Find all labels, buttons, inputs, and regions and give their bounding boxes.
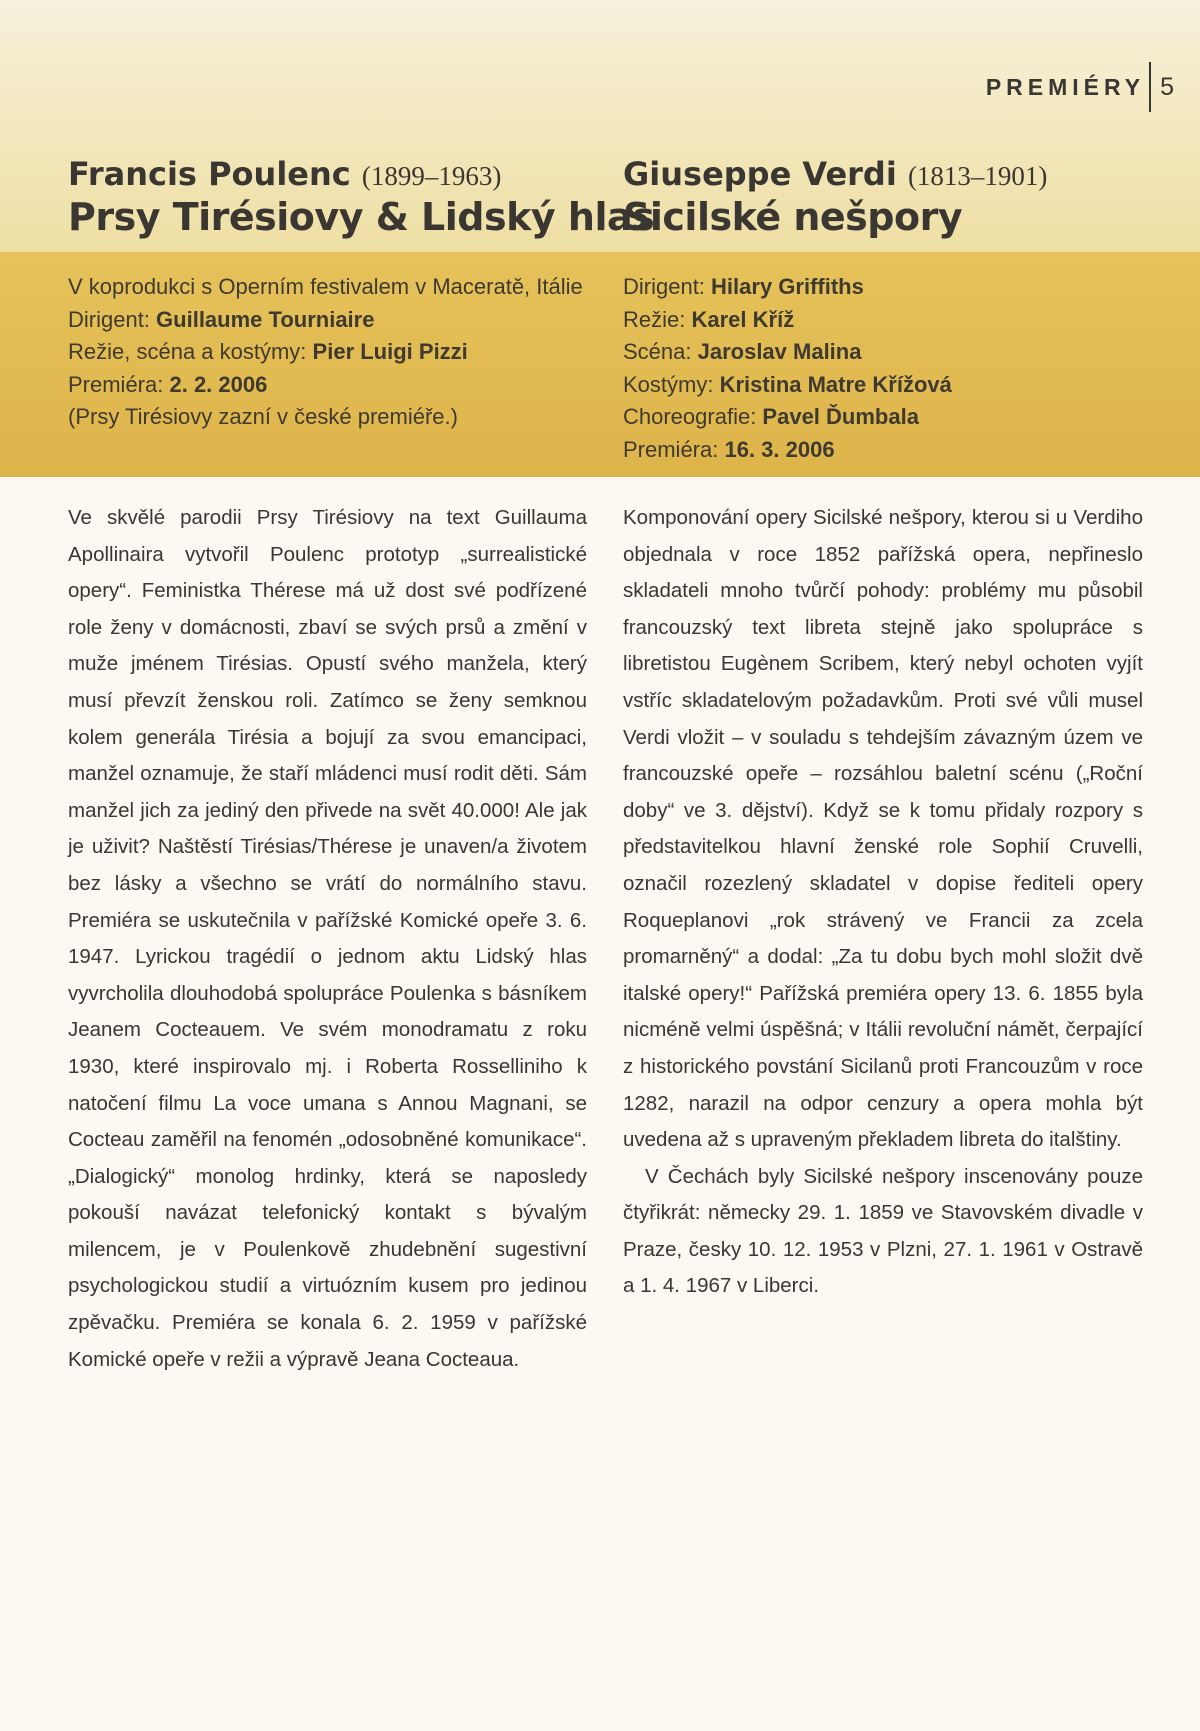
left-credits — [68, 271, 583, 434]
right-column — [623, 0, 1146, 1731]
paragraph: V Čechách byly Sicilské nešpory inscenovány pouze čtyřikrát: německy 29. 1. 1859 ve Stavovském divadle v Praze, česky 10. 12. 1953 v Plzni, 27. 1. 1961 v Ostravě a 1. 4. 1967 v Liberci. — [623, 1164, 1143, 1298]
left-opera-title: Prsy Tirésiovy & Lidský hlas — [68, 195, 655, 239]
right-opera-title: Sicilské nešpory — [623, 195, 963, 239]
paragraph: Komponování opery Sicilské nešpory, kterou si u Verdiho objednala v roce 1852 pařížská opera, nepřineslo skladateli mnoho tvůrčí pohody: problémy mu působil francouzský text libreta stejně jako spolupráce s libretistou Eugènem Scribem, který nebyl ochoten vyjít vstříc skladatelovým požadavkům. Proti své vůli musel Verdi vložit – v souladu s tehdejším závazným územ ve francouzské opeře – rozsáhlou baletní scénu („Roční doby“ ve 3. dějství). Když se k tomu přidaly rozpory s představitelkou hlavní ženské role Sophií Cruvelli, označil rozezlený skladatel v dopise řediteli opery Roqueplanovi „rok strávený ve Francii za zcela promarněný“ a dodal: „Za tu dobu bych mohl složit dvě italské opery!“ Pařížská premiéra opery 13. 6. 1855 byla nicméně velmi úspěšná; v Itálii revoluční námět, čerpající z historického povstání Sicilanů proti Francouzům v roce 1282, narazil na odpor cenzury a opera mohla být uvedena až s upraveným překladem libreta do italštiny. — [623, 506, 1143, 1152]
right-credits — [623, 271, 952, 466]
credit-line: Scéna: Jaroslav Malina — [623, 339, 862, 364]
credit-line: Kostýmy: Kristina Matre Křížová — [623, 371, 952, 397]
left-composer-name: Francis Poulenc — [68, 155, 351, 193]
credit-line: Choreografie: Pavel Ďumbala — [623, 404, 919, 429]
credit-line: Režie, scéna a kostýmy: Pier Luigi Pizzi — [68, 339, 468, 364]
section-name: PREMIÉRY — [985, 73, 1146, 100]
credit-line: Premiéra: 16. 3. 2006 — [623, 436, 835, 462]
right-composer-years: (1813–1901) — [907, 161, 1048, 191]
page-number: 5 — [1160, 72, 1174, 101]
credit-line: (Prsy Tirésiovy zazní v české premiéře.) — [68, 404, 458, 429]
credit-line: Dirigent: Hilary Griffiths — [623, 274, 864, 299]
credit-line: Premiéra: 2. 2. 2006 — [68, 371, 268, 397]
header-divider — [1149, 62, 1151, 112]
credit-line: Dirigent: Guillaume Tourniaire — [68, 306, 375, 332]
credit-line: Režie: Karel Kříž — [623, 306, 795, 332]
right-composer-name: Giuseppe Verdi — [623, 155, 897, 193]
paragraph: Ve skvělé parodii Prsy Tirésiovy na text Guillauma Apollinaira vytvořil Poulenc prototyp „surrealistické opery“. Feministka Thérese má už dost své podřízené role ženy v domácnosti, zbaví se svých prsů a změní v muže jménem Tirésias. Opustí svého manžela, který musí převzít ženskou roli. Zatímco se ženy semknou kolem generála Tirésia a bojují za svou emancipaci, manžel oznamuje, že staří mládenci musí rodit děti. Sám manžel jich za jediný den přivede na svět 40.000! Ale jak je uživit? Naštěstí Tirésias/Thérese je unaven/a životem bez lásky a všechno se vrátí do normálního stavu. Premiéra se uskutečnila v pařížské Komické opeře 3. 6. 1947. Lyrickou tragédií o jednom aktu Lidský hlas vyvrcholila dlouhodobá spolupráce Poulenka s básníkem Jeanem Cocteauem. Ve svém monodramatu z roku 1930, které inspirovalo mj. i Roberta Rosselliniho k natočení filmu La voce umana s Annou Magnani, se Cocteau zaměřil na fenomén „odosobněné komunikace“. „Dialogický“ monolog hrdinky, která se naposledy pokouší navázat telefonický kontakt s bývalým milencem, je v Poulenkově zhudebnění sugestivní psychologickou studií a virtuózním kusem pro jedinou zpěvačku. Premiéra se konala 6. 2. 1959 v pařížské Komické opeře v režii a výpravě Jeana Cocteaua. — [68, 506, 587, 1371]
left-composer-heading — [68, 155, 501, 193]
left-composer-years: (1899–1963) — [361, 161, 502, 191]
right-body-text — [623, 500, 1143, 1305]
right-composer-heading — [623, 155, 1047, 193]
left-body-text — [68, 500, 587, 1378]
credit-line: V koprodukci s Operním festivalem v Maceratě, Itálie — [68, 274, 583, 299]
left-column — [68, 0, 655, 1731]
